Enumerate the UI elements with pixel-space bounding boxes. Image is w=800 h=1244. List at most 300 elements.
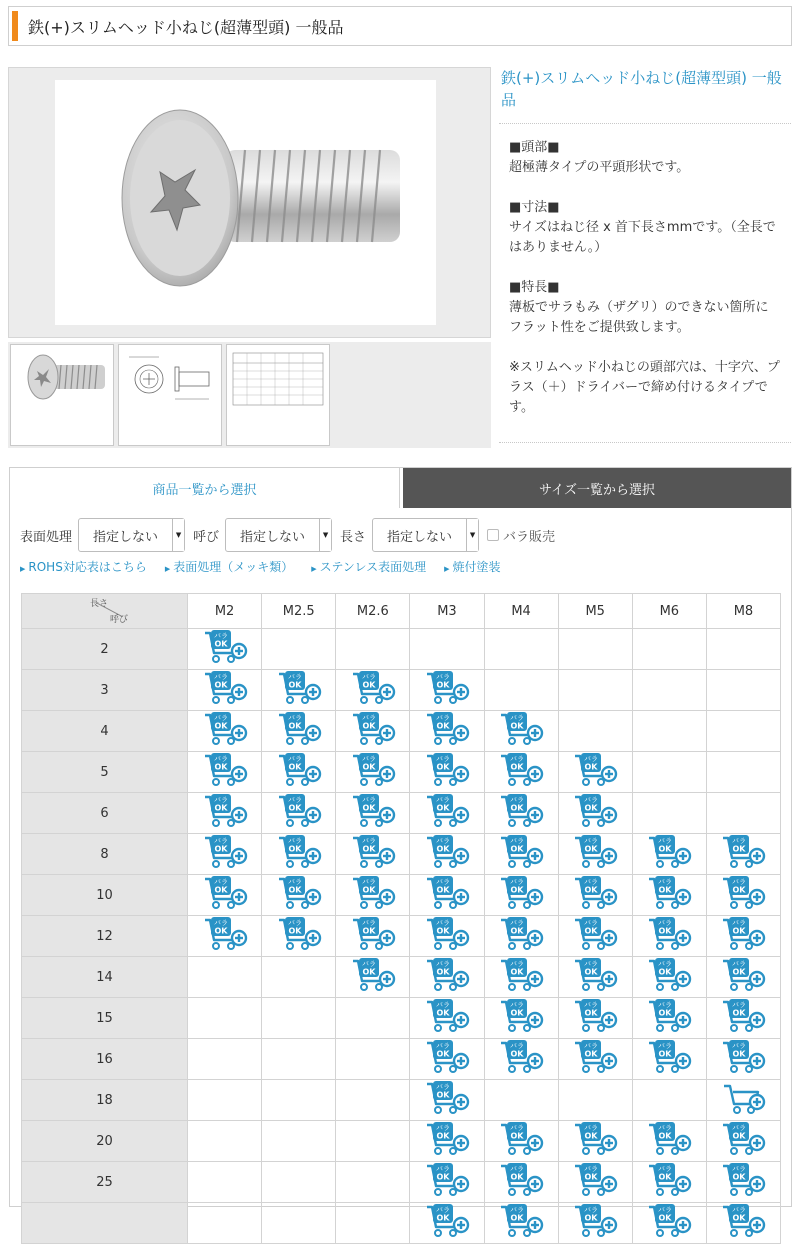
badge-text-top: バラ <box>361 755 376 763</box>
grid-cell[interactable] <box>484 752 558 793</box>
grid-cell <box>706 711 780 752</box>
description-block <box>509 138 781 178</box>
block-text: 薄板でサラもみ（ザグリ）のできない箇所にフラット性をご提供致します。 <box>509 300 769 335</box>
grid-cell[interactable] <box>484 875 558 916</box>
badge-text-top: バラ <box>584 1206 599 1214</box>
grid-cell[interactable] <box>410 1039 484 1080</box>
table-row <box>22 793 781 834</box>
product-image[interactable] <box>55 80 436 325</box>
badge-text-bottom: OK <box>510 967 524 977</box>
grid-column-header: M2.5 <box>262 594 336 629</box>
badge-text-bottom: OK <box>510 1131 524 1141</box>
grid-cell[interactable] <box>558 793 632 834</box>
grid-cell[interactable] <box>262 711 336 752</box>
grid-cell[interactable] <box>558 957 632 998</box>
grid-cell[interactable] <box>410 752 484 793</box>
badge-text-bottom: OK <box>214 762 228 772</box>
description-block <box>509 278 781 338</box>
badge-text-bottom: OK <box>436 1049 450 1059</box>
badge-text-bottom: OK <box>436 680 450 690</box>
bara-checkbox[interactable] <box>487 529 499 541</box>
badge-text-top: バラ <box>361 796 376 804</box>
badge-text-bottom: OK <box>732 967 746 977</box>
grid-cell[interactable] <box>558 875 632 916</box>
thumbnail-dimension-drawing <box>119 345 221 445</box>
description-block <box>509 358 781 418</box>
grid-cell <box>336 1039 410 1080</box>
grid-cell[interactable] <box>336 916 410 957</box>
grid-cell[interactable] <box>558 752 632 793</box>
badge-text-bottom: OK <box>510 1213 524 1223</box>
grid-cell[interactable] <box>188 834 262 875</box>
grid-cell <box>706 752 780 793</box>
bara-ok-cart-icon <box>203 834 247 870</box>
bara-ok-cart-icon <box>721 875 765 911</box>
screw-illustration <box>55 80 436 325</box>
badge-text-bottom: OK <box>658 926 672 936</box>
grid-cell[interactable] <box>706 1121 780 1162</box>
bara-ok-cart-icon <box>721 1121 765 1157</box>
grid-cell[interactable] <box>262 752 336 793</box>
title-accent-bar <box>12 11 18 41</box>
grid-cell <box>632 711 706 752</box>
bara-ok-cart-icon <box>499 1162 543 1198</box>
badge-text-bottom: OK <box>510 762 524 772</box>
length-select-value: 指定しない <box>387 529 453 545</box>
badge-text-bottom: OK <box>732 1131 746 1141</box>
badge-text-bottom: OK <box>584 844 598 854</box>
grid-cell[interactable] <box>706 1203 780 1244</box>
grid-column-header: M3 <box>410 594 484 629</box>
length-select[interactable] <box>372 518 479 552</box>
badge-text-top: バラ <box>584 1165 599 1173</box>
grid-cell[interactable] <box>706 875 780 916</box>
triangle-icon: ▶ <box>444 565 450 573</box>
grid-cell[interactable] <box>558 834 632 875</box>
grid-cell[interactable] <box>632 875 706 916</box>
bara-ok-cart-icon <box>203 875 247 911</box>
grid-cell[interactable] <box>410 957 484 998</box>
thumbnail-strip <box>8 342 491 448</box>
grid-cell <box>262 1162 336 1203</box>
grid-cell[interactable] <box>632 1121 706 1162</box>
badge-text-bottom: OK <box>732 844 746 854</box>
row-length-label: 3 <box>22 670 188 711</box>
grid-cell[interactable] <box>484 1039 558 1080</box>
table-row <box>22 998 781 1039</box>
link-rohs[interactable] <box>20 558 147 575</box>
badge-text-bottom: OK <box>510 1008 524 1018</box>
badge-text-top: バラ <box>658 837 673 845</box>
row-length-label: 6 <box>22 793 188 834</box>
corner-length-label: 長さ <box>90 599 109 609</box>
badge-text-bottom: OK <box>732 926 746 936</box>
grid-cell <box>262 998 336 1039</box>
bara-ok-cart-icon <box>425 1121 469 1157</box>
surface-select-value: 指定しない <box>93 529 159 545</box>
bara-ok-cart-icon <box>573 1039 617 1075</box>
dropdown-arrow-icon: ▼ <box>172 519 184 551</box>
grid-cell[interactable] <box>410 875 484 916</box>
badge-text-top: バラ <box>510 1124 525 1132</box>
bara-ok-cart-icon <box>425 1203 469 1239</box>
grid-cell <box>188 1080 262 1121</box>
grid-cell[interactable] <box>484 957 558 998</box>
badge-text-top: バラ <box>658 1124 673 1132</box>
badge-text-bottom: OK <box>584 926 598 936</box>
bara-ok-cart-icon <box>721 916 765 952</box>
bara-ok-cart-icon <box>499 793 543 829</box>
badge-text-bottom: OK <box>288 803 302 813</box>
grid-cell[interactable] <box>262 834 336 875</box>
length-filter-label: 長さ <box>340 529 367 545</box>
grid-cell <box>336 1203 410 1244</box>
grid-cell[interactable] <box>484 1121 558 1162</box>
bara-ok-cart-icon <box>499 916 543 952</box>
badge-text-top: バラ <box>213 796 228 804</box>
bara-ok-cart-icon <box>277 875 321 911</box>
grid-cell[interactable] <box>188 629 262 670</box>
bara-ok-cart-icon <box>351 957 395 993</box>
grid-cell <box>262 1080 336 1121</box>
grid-cell[interactable] <box>706 916 780 957</box>
bara-ok-cart-icon <box>573 1203 617 1239</box>
bara-ok-cart-icon <box>647 834 691 870</box>
grid-cell[interactable] <box>632 1162 706 1203</box>
grid-cell[interactable] <box>410 916 484 957</box>
grid-cell[interactable] <box>632 916 706 957</box>
grid-cell[interactable] <box>188 916 262 957</box>
grid-cell <box>262 1121 336 1162</box>
grid-cell <box>484 629 558 670</box>
badge-text-top: バラ <box>361 673 376 681</box>
grid-cell[interactable] <box>706 998 780 1039</box>
badge-text-top: バラ <box>658 1165 673 1173</box>
grid-cell[interactable] <box>410 1162 484 1203</box>
grid-cell <box>706 793 780 834</box>
badge-text-top: バラ <box>435 837 450 845</box>
badge-text-top: バラ <box>213 673 228 681</box>
badge-text-top: バラ <box>658 1001 673 1009</box>
grid-cell[interactable] <box>484 793 558 834</box>
badge-text-bottom: OK <box>510 803 524 813</box>
link-label: ROHS対応表はこちら <box>28 560 147 574</box>
product-image-frame <box>8 67 491 338</box>
badge-text-top: バラ <box>435 755 450 763</box>
badge-text-top: バラ <box>213 878 228 886</box>
thumbnail-spec-table[interactable] <box>226 344 330 446</box>
grid-cell[interactable] <box>484 1203 558 1244</box>
grid-cell <box>336 1080 410 1121</box>
badge-text-bottom: OK <box>510 844 524 854</box>
grid-cell[interactable] <box>188 752 262 793</box>
badge-text-bottom: OK <box>214 680 228 690</box>
row-length-label: 8 <box>22 834 188 875</box>
grid-cell[interactable] <box>632 998 706 1039</box>
row-length-label: 4 <box>22 711 188 752</box>
badge-text-top: バラ <box>287 755 302 763</box>
bara-ok-cart-icon <box>277 834 321 870</box>
row-length-label: 2 <box>22 629 188 670</box>
grid-cell[interactable] <box>484 711 558 752</box>
row-length-label: 25 <box>22 1162 188 1203</box>
grid-cell[interactable] <box>336 957 410 998</box>
badge-text-top: バラ <box>510 755 525 763</box>
grid-cell[interactable] <box>558 1203 632 1244</box>
grid-column-header: M8 <box>706 594 780 629</box>
badge-text-top: バラ <box>510 1001 525 1009</box>
table-row <box>22 1080 781 1121</box>
thumbnail-screw-image <box>11 345 113 445</box>
badge-text-bottom: OK <box>214 803 228 813</box>
badge-text-top: バラ <box>435 1124 450 1132</box>
table-row <box>22 670 781 711</box>
grid-column-header: M2 <box>188 594 262 629</box>
bara-ok-cart-icon <box>425 875 469 911</box>
badge-text-bottom: OK <box>436 844 450 854</box>
thumbnail-table-image <box>227 345 329 445</box>
badge-text-bottom: OK <box>510 885 524 895</box>
grid-cell[interactable] <box>410 834 484 875</box>
grid-cell[interactable] <box>706 1039 780 1080</box>
grid-cell[interactable] <box>262 670 336 711</box>
table-row <box>22 1203 781 1244</box>
grid-cell[interactable] <box>410 1080 484 1121</box>
grid-cell[interactable] <box>410 670 484 711</box>
link-surface-plating[interactable] <box>165 558 293 575</box>
link-label: ステンレス表面処理 <box>319 560 427 574</box>
grid-cell[interactable] <box>336 834 410 875</box>
badge-text-bottom: OK <box>288 762 302 772</box>
badge-text-bottom: OK <box>362 762 376 772</box>
badge-text-top: バラ <box>213 632 228 640</box>
badge-text-top: バラ <box>510 1206 525 1214</box>
badge-text-bottom: OK <box>658 1049 672 1059</box>
bara-ok-cart-icon <box>351 752 395 788</box>
grid-cell[interactable] <box>706 1080 780 1121</box>
row-length-label <box>22 1203 188 1244</box>
badge-text-top: バラ <box>435 1083 450 1091</box>
badge-text-bottom: OK <box>436 1131 450 1141</box>
badge-text-top: バラ <box>361 919 376 927</box>
badge-text-top: バラ <box>213 714 228 722</box>
grid-cell <box>188 1039 262 1080</box>
grid-cell[interactable] <box>632 957 706 998</box>
badge-text-bottom: OK <box>658 967 672 977</box>
grid-cell[interactable] <box>188 793 262 834</box>
grid-cell[interactable] <box>706 957 780 998</box>
badge-text-top: バラ <box>213 919 228 927</box>
bara-ok-cart-icon <box>499 1121 543 1157</box>
grid-cell[interactable] <box>410 711 484 752</box>
badge-text-top: バラ <box>361 714 376 722</box>
bara-ok-cart-icon <box>277 670 321 706</box>
badge-text-top: バラ <box>435 1206 450 1214</box>
grid-cell[interactable] <box>410 793 484 834</box>
badge-text-bottom: OK <box>510 1172 524 1182</box>
grid-cell <box>410 629 484 670</box>
grid-cell[interactable] <box>336 875 410 916</box>
table-row <box>22 629 781 670</box>
grid-cell[interactable] <box>262 875 336 916</box>
bara-ok-cart-icon <box>277 711 321 747</box>
grid-cell[interactable] <box>336 793 410 834</box>
tab-size-list[interactable]: サイズ一覧から選択 <box>403 468 791 508</box>
cart-icon <box>721 1080 765 1116</box>
grid-cell[interactable] <box>706 1162 780 1203</box>
row-length-label: 15 <box>22 998 188 1039</box>
bara-ok-cart-icon <box>277 916 321 952</box>
grid-cell <box>188 998 262 1039</box>
badge-text-top: バラ <box>584 919 599 927</box>
link-stainless-surface[interactable] <box>311 558 426 575</box>
badge-text-bottom: OK <box>584 885 598 895</box>
badge-text-bottom: OK <box>732 1213 746 1223</box>
badge-text-top: バラ <box>287 673 302 681</box>
grid-cell[interactable] <box>632 834 706 875</box>
bara-ok-cart-icon <box>277 793 321 829</box>
bara-ok-cart-icon <box>351 711 395 747</box>
grid-cell[interactable] <box>336 670 410 711</box>
badge-text-top: バラ <box>732 1124 747 1132</box>
bara-ok-cart-icon <box>647 875 691 911</box>
bara-ok-cart-icon <box>425 916 469 952</box>
table-row <box>22 711 781 752</box>
grid-cell[interactable] <box>484 834 558 875</box>
block-text: サイズはねじ径 x 首下長さmmです。（全長ではありません。） <box>509 220 776 255</box>
bara-ok-cart-icon <box>647 957 691 993</box>
grid-cell[interactable] <box>484 998 558 1039</box>
size-grid <box>21 593 781 1244</box>
badge-text-top: バラ <box>361 878 376 886</box>
bara-ok-cart-icon <box>425 1162 469 1198</box>
description-body <box>499 124 791 442</box>
grid-cell[interactable] <box>188 670 262 711</box>
bara-ok-cart-icon <box>425 711 469 747</box>
grid-cell[interactable] <box>632 1039 706 1080</box>
tab-bar <box>10 468 791 508</box>
grid-cell <box>262 957 336 998</box>
badge-text-top: バラ <box>213 755 228 763</box>
bara-ok-cart-icon <box>425 834 469 870</box>
bara-ok-cart-icon <box>351 916 395 952</box>
badge-text-top: バラ <box>435 1165 450 1173</box>
badge-text-top: バラ <box>732 1165 747 1173</box>
bara-ok-cart-icon <box>573 916 617 952</box>
bara-ok-cart-icon <box>573 957 617 993</box>
bara-ok-cart-icon <box>573 793 617 829</box>
bara-ok-cart-icon <box>499 957 543 993</box>
badge-text-top: バラ <box>658 1042 673 1050</box>
grid-cell <box>336 998 410 1039</box>
badge-text-bottom: OK <box>288 680 302 690</box>
grid-cell[interactable] <box>188 875 262 916</box>
grid-cell[interactable] <box>632 1203 706 1244</box>
bara-ok-cart-icon <box>203 752 247 788</box>
grid-cell[interactable] <box>558 916 632 957</box>
bara-ok-cart-icon <box>425 670 469 706</box>
badge-text-top: バラ <box>510 960 525 968</box>
grid-cell[interactable] <box>558 1039 632 1080</box>
grid-cell <box>706 629 780 670</box>
badge-text-bottom: OK <box>584 1049 598 1059</box>
badge-text-top: バラ <box>361 960 376 968</box>
grid-cell[interactable] <box>484 916 558 957</box>
badge-text-bottom: OK <box>362 926 376 936</box>
grid-cell[interactable] <box>336 711 410 752</box>
grid-cell[interactable] <box>336 752 410 793</box>
badge-text-top: バラ <box>435 1042 450 1050</box>
surface-select[interactable] <box>78 518 185 552</box>
grid-cell <box>632 752 706 793</box>
link-baked-coating[interactable] <box>444 558 500 575</box>
badge-text-top: バラ <box>584 796 599 804</box>
grid-cell[interactable] <box>262 793 336 834</box>
badge-text-bottom: OK <box>436 1008 450 1018</box>
bara-ok-cart-icon <box>499 752 543 788</box>
bara-ok-cart-icon <box>425 1039 469 1075</box>
grid-cell[interactable] <box>262 916 336 957</box>
badge-text-bottom: OK <box>214 885 228 895</box>
bara-ok-cart-icon <box>425 752 469 788</box>
filter-bar <box>20 518 555 552</box>
badge-text-bottom: OK <box>436 762 450 772</box>
badge-text-bottom: OK <box>732 1049 746 1059</box>
badge-text-bottom: OK <box>288 721 302 731</box>
grid-cell[interactable] <box>410 1203 484 1244</box>
bara-ok-cart-icon <box>647 1121 691 1157</box>
badge-text-top: バラ <box>510 837 525 845</box>
thumbnail-photo[interactable] <box>10 344 114 446</box>
thumbnail-drawing[interactable] <box>118 344 222 446</box>
badge-text-bottom: OK <box>436 721 450 731</box>
row-length-label: 18 <box>22 1080 188 1121</box>
badge-text-bottom: OK <box>732 1172 746 1182</box>
table-row <box>22 1121 781 1162</box>
badge-text-top: バラ <box>287 714 302 722</box>
badge-text-top: バラ <box>732 1001 747 1009</box>
size-select[interactable] <box>225 518 332 552</box>
badge-text-bottom: OK <box>658 1172 672 1182</box>
tab-product-list[interactable]: 商品一覧から選択 <box>10 468 400 508</box>
badge-text-top: バラ <box>732 837 747 845</box>
badge-text-bottom: OK <box>436 1090 450 1100</box>
grid-cell[interactable] <box>558 1121 632 1162</box>
grid-cell[interactable] <box>706 834 780 875</box>
badge-text-bottom: OK <box>584 1008 598 1018</box>
badge-text-top: バラ <box>584 878 599 886</box>
badge-text-top: バラ <box>435 878 450 886</box>
grid-cell[interactable] <box>484 1162 558 1203</box>
bara-ok-cart-icon <box>203 793 247 829</box>
grid-cell[interactable] <box>558 1162 632 1203</box>
bara-ok-cart-icon <box>573 1121 617 1157</box>
grid-body <box>22 629 781 1244</box>
bara-ok-cart-icon <box>721 1203 765 1239</box>
badge-text-top: バラ <box>510 1042 525 1050</box>
bara-ok-cart-icon <box>721 957 765 993</box>
block-text: 超極薄タイプの平頭形状です。 <box>509 160 690 175</box>
grid-corner-cell <box>22 594 188 629</box>
grid-cell[interactable] <box>558 998 632 1039</box>
grid-cell[interactable] <box>410 1121 484 1162</box>
badge-text-bottom: OK <box>214 721 228 731</box>
grid-cell[interactable] <box>188 711 262 752</box>
grid-cell[interactable] <box>410 998 484 1039</box>
badge-text-bottom: OK <box>584 1131 598 1141</box>
bara-ok-cart-icon <box>351 793 395 829</box>
row-length-label: 20 <box>22 1121 188 1162</box>
